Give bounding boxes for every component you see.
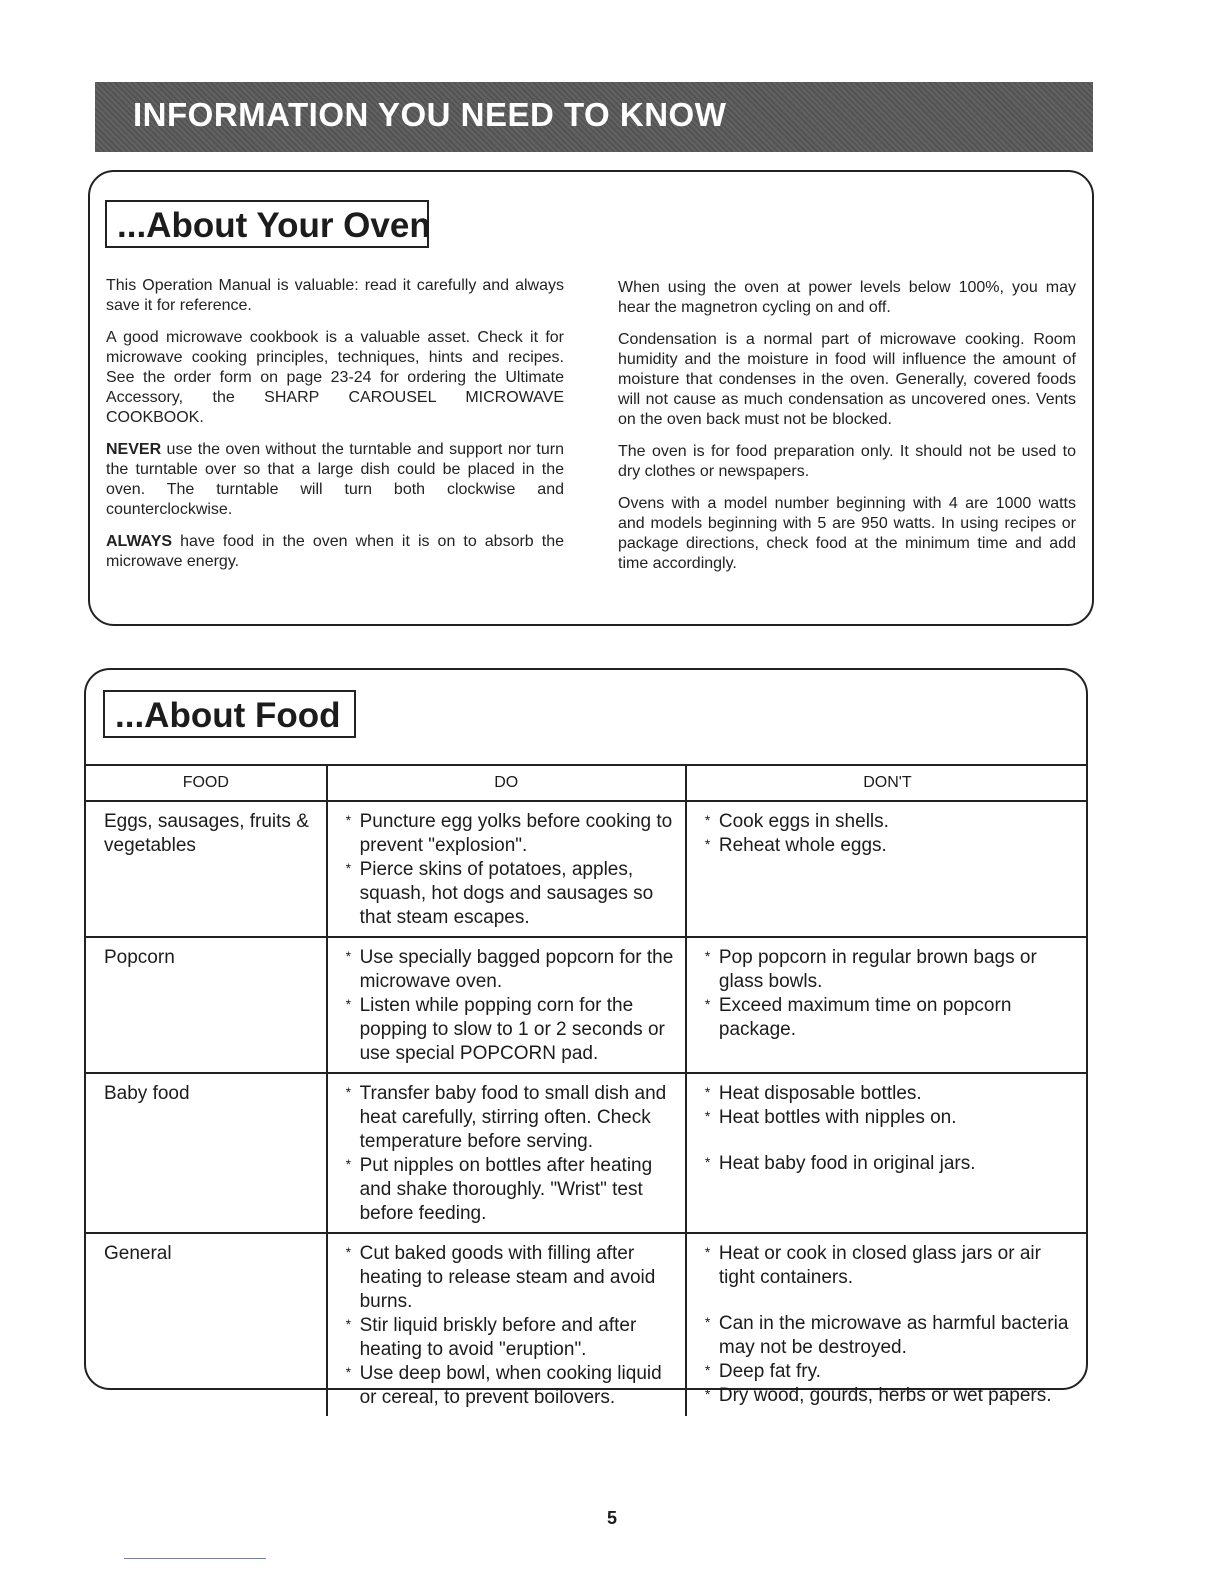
do-cell (327, 1073, 686, 1233)
table-row (86, 1073, 1088, 1233)
about-food-title: ...About Food (103, 690, 356, 738)
dont-cell (686, 1233, 1088, 1416)
keyword-never: NEVER (106, 441, 162, 458)
oven-paragraph: Condensation is a normal part of microwave cooking. Room humidity and the moisture in food will influence the amount of moisture that condenses in the oven. Generally, covered foods will not cause as much condensation as uncovered ones. Vents on the oven back must not be blocked. (618, 331, 1076, 428)
footer-rule (124, 1558, 266, 1559)
list-item: * Use deep bowl, when cooking liquid or cereal, to prevent boilovers. (346, 1362, 675, 1410)
about-oven-section (88, 170, 1094, 626)
oven-left-column (106, 276, 564, 584)
list-item: * Reheat whole eggs. (705, 834, 1078, 858)
dont-cell (686, 1073, 1088, 1233)
oven-paragraph: The oven is for food preparation only. It should not be used to dry clothes or newspapers. (618, 443, 1076, 480)
list-item: * Heat disposable bottles. (705, 1082, 1078, 1106)
list-item: * Cut baked goods with filling after heating to release steam and avoid burns. (346, 1242, 675, 1314)
header-food: FOOD (86, 765, 327, 801)
list-item: * Pop popcorn in regular brown bags or glass bowls. (705, 946, 1078, 994)
food-cell: Popcorn (86, 937, 327, 1073)
food-cell: Baby food (86, 1073, 327, 1233)
about-oven-title: ...About Your Oven (105, 200, 429, 248)
list-item: * Puncture egg yolks before cooking to prevent "explosion". (346, 810, 675, 858)
header-banner (95, 82, 1093, 152)
oven-paragraph: NEVER use the oven without the turntable and support nor turn the turntable over so that a large dish could be placed in the oven. The turntable will turn both clockwise and counterclockwise. (106, 441, 564, 518)
list-item: * Use specially bagged popcorn for the microwave oven. (346, 946, 675, 994)
list-item: * Stir liquid briskly before and after heating to avoid "eruption". (346, 1314, 675, 1362)
oven-right-column (618, 278, 1076, 586)
list-item: * Put nipples on bottles after heating and shake thoroughly. "Wrist" test before feeding. (346, 1154, 675, 1226)
list-item: * Transfer baby food to small dish and heat carefully, stirring often. Check temperature before serving. (346, 1082, 675, 1154)
oven-paragraph: A good microwave cookbook is a valuable asset. Check it for microwave cooking principles, techniques, hints and recipes. See the order form on page 23-24 for ordering the Ultimate Accessory, the SHARP CAROUSEL MICROWAVE COOKBOOK. (106, 329, 564, 426)
list-item: * Heat baby food in original jars. (705, 1152, 1078, 1176)
list-item: * Deep fat fry. (705, 1360, 1078, 1384)
dont-cell (686, 937, 1088, 1073)
table-header-row (86, 765, 1088, 801)
keyword-always: ALWAYS (106, 533, 173, 550)
food-table (86, 764, 1088, 1416)
food-cell: Eggs, sausages, fruits & vegetables (104, 811, 309, 856)
oven-paragraph: Ovens with a model number beginning with 4 are 1000 watts and models beginning with 5 are 950 watts. In using recipes or package directions, check food at the minimum time and add time accordingly. (618, 495, 1076, 572)
list-item: * Cook eggs in shells. (705, 810, 1078, 834)
table-row (86, 1233, 1088, 1416)
table-row (86, 801, 1088, 937)
about-food-section (84, 668, 1088, 1408)
list-item: * Heat or cook in closed glass jars or air tight containers. (705, 1242, 1078, 1290)
do-cell (327, 801, 686, 937)
list-item: * Can in the microwave as harmful bacteria may not be destroyed. (705, 1312, 1078, 1360)
oven-paragraph: ALWAYS have food in the oven when it is on to absorb the microwave energy. (106, 533, 564, 570)
header-dont: DON'T (686, 765, 1088, 801)
list-item: * Pierce skins of potatoes, apples, squash, hot dogs and sausages so that steam escapes. (346, 858, 675, 930)
table-row (86, 937, 1088, 1073)
do-cell (327, 937, 686, 1073)
list-item: * Listen while popping corn for the popping to slow to 1 or 2 seconds or use special POPCORN pad. (346, 994, 675, 1066)
oven-paragraph: This Operation Manual is valuable: read it carefully and always save it for reference. (106, 277, 564, 314)
dont-cell (686, 801, 1088, 937)
page-number: 5 (606, 1508, 617, 1528)
list-item: * Heat bottles with nipples on. (705, 1106, 1078, 1130)
oven-paragraph: When using the oven at power levels below 100%, you may hear the magnetron cycling on and off. (618, 279, 1076, 316)
food-cell: General (86, 1233, 327, 1416)
list-item: * Exceed maximum time on popcorn package. (705, 994, 1078, 1042)
list-item: * Dry wood, gourds, herbs or wet papers. (705, 1384, 1078, 1408)
banner-title: INFORMATION YOU NEED TO KNOW (133, 96, 727, 133)
do-cell (327, 1233, 686, 1416)
header-do: DO (327, 765, 686, 801)
